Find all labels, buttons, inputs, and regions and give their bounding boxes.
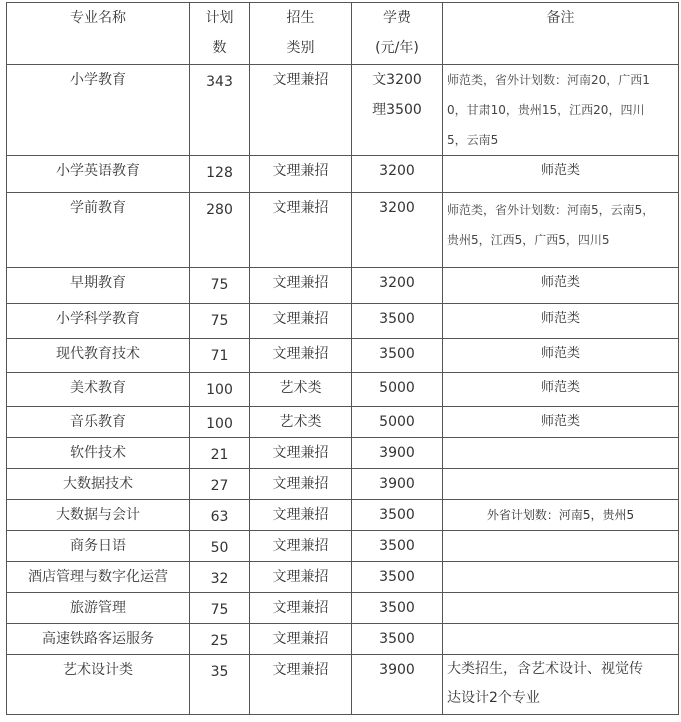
enroll-type: 文理兼招: [250, 304, 352, 339]
tuition: 3500: [352, 500, 443, 531]
major-name: 软件技术: [7, 438, 190, 469]
table-header-row: [7, 3, 679, 65]
table-row: [7, 500, 679, 531]
major-name: 小学科学教育: [7, 304, 190, 339]
table-row: [7, 593, 679, 624]
remarks: 师范类: [443, 339, 679, 373]
table-row: [7, 531, 679, 562]
header-plan-count: 计划 数: [190, 3, 250, 65]
enroll-type: 文理兼招: [250, 500, 352, 531]
table-row: [7, 655, 679, 715]
enroll-type: 文理兼招: [250, 562, 352, 593]
plan-count: 32: [190, 562, 250, 593]
major-name: 小学英语教育: [7, 156, 190, 193]
tuition: 3500: [352, 304, 443, 339]
remarks: [443, 438, 679, 469]
remarks: 大类招生，含艺术设计、视觉传 达设计2个专业: [443, 655, 679, 715]
plan-count: 71: [190, 339, 250, 373]
major-name: 大数据与会计: [7, 500, 190, 531]
plan-count: 75: [190, 304, 250, 339]
tuition: 3500: [352, 339, 443, 373]
tuition: 3200: [352, 156, 443, 193]
major-name: 早期教育: [7, 268, 190, 304]
tuition: 5000: [352, 407, 443, 438]
remarks: 师范类: [443, 407, 679, 438]
remarks: 师范类，省外计划数：河南20，广西1 0，甘肃10，贵州15，江西20，四川 5，云南5: [443, 65, 679, 156]
tuition: 3900: [352, 438, 443, 469]
plan-count: 100: [190, 373, 250, 407]
major-name: 商务日语: [7, 531, 190, 562]
remarks: 师范类: [443, 304, 679, 339]
enroll-type: 文理兼招: [250, 593, 352, 624]
major-name: 美术教育: [7, 373, 190, 407]
table-row: [7, 469, 679, 500]
tuition: 3200: [352, 193, 443, 268]
table-row: [7, 304, 679, 339]
major-name: 小学教育: [7, 65, 190, 156]
header-tuition: 学费 (元/年): [352, 3, 443, 65]
enroll-type: 文理兼招: [250, 156, 352, 193]
major-name: 旅游管理: [7, 593, 190, 624]
header-major-name: 专业名称: [7, 3, 190, 65]
table-row: [7, 65, 679, 156]
remarks: 师范类，省外计划数：河南5，云南5， 贵州5，江西5，广西5，四川5: [443, 193, 679, 268]
major-name: 音乐教育: [7, 407, 190, 438]
table-row: [7, 339, 679, 373]
enroll-type: 文理兼招: [250, 193, 352, 268]
major-name: 大数据技术: [7, 469, 190, 500]
enroll-type: 文理兼招: [250, 469, 352, 500]
table-row: [7, 407, 679, 438]
plan-count: 50: [190, 531, 250, 562]
remarks: [443, 593, 679, 624]
major-name: 学前教育: [7, 193, 190, 268]
remarks: [443, 531, 679, 562]
plan-count: 343: [190, 65, 250, 156]
plan-count: 35: [190, 655, 250, 715]
enroll-type: 文理兼招: [250, 268, 352, 304]
table-row: [7, 193, 679, 268]
remarks: [443, 469, 679, 500]
plan-count: 63: [190, 500, 250, 531]
tuition: 3500: [352, 531, 443, 562]
plan-count: 27: [190, 469, 250, 500]
enroll-type: 文理兼招: [250, 531, 352, 562]
enroll-type: 文理兼招: [250, 65, 352, 156]
major-name: 酒店管理与数字化运营: [7, 562, 190, 593]
table-row: [7, 156, 679, 193]
remarks: 师范类: [443, 156, 679, 193]
tuition: 文3200 理3500: [352, 65, 443, 156]
plan-count: 25: [190, 624, 250, 655]
enroll-type: 文理兼招: [250, 624, 352, 655]
enroll-type: 艺术类: [250, 407, 352, 438]
plan-count: 128: [190, 156, 250, 193]
plan-count: 280: [190, 193, 250, 268]
plan-count: 21: [190, 438, 250, 469]
tuition: 3500: [352, 562, 443, 593]
tuition: 3900: [352, 469, 443, 500]
plan-count: 100: [190, 407, 250, 438]
plan-count: 75: [190, 593, 250, 624]
admission-plan-table: [6, 2, 679, 715]
tuition: 3500: [352, 593, 443, 624]
major-name: 现代教育技术: [7, 339, 190, 373]
remarks: 师范类: [443, 373, 679, 407]
tuition: 3200: [352, 268, 443, 304]
enroll-type: 文理兼招: [250, 438, 352, 469]
remarks: 外省计划数：河南5，贵州5: [443, 500, 679, 531]
table-row: [7, 373, 679, 407]
remarks: [443, 624, 679, 655]
enroll-type: 艺术类: [250, 373, 352, 407]
header-remarks: 备注: [443, 3, 679, 65]
table-row: [7, 438, 679, 469]
remarks: 师范类: [443, 268, 679, 304]
table-row: [7, 624, 679, 655]
tuition: 3500: [352, 624, 443, 655]
table-row: [7, 562, 679, 593]
table-row: [7, 268, 679, 304]
header-enroll-type: 招生 类别: [250, 3, 352, 65]
plan-count: 75: [190, 268, 250, 304]
tuition: 3900: [352, 655, 443, 715]
major-name: 艺术设计类: [7, 655, 190, 715]
remarks: [443, 562, 679, 593]
tuition: 5000: [352, 373, 443, 407]
enroll-type: 文理兼招: [250, 655, 352, 715]
major-name: 高速铁路客运服务: [7, 624, 190, 655]
enroll-type: 文理兼招: [250, 339, 352, 373]
